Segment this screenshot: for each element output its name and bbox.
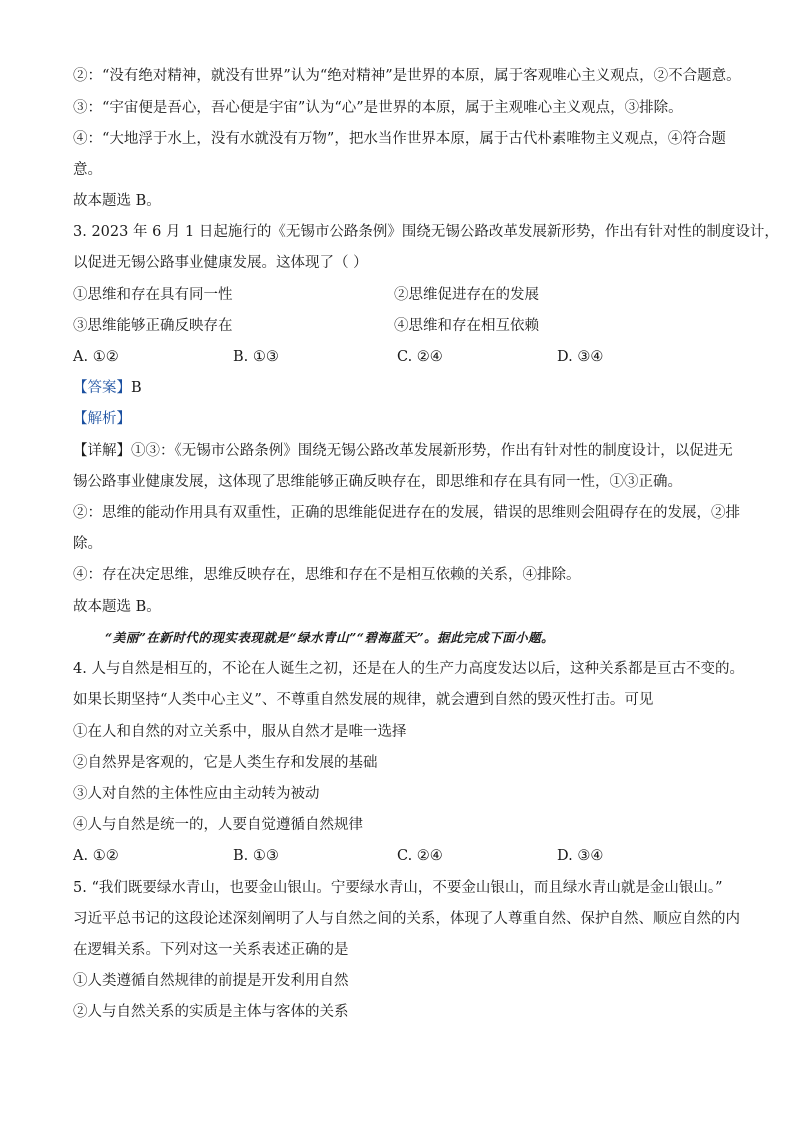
q3-answer-line xyxy=(73,378,734,398)
material-note: “美丽”在新时代的现实表现就是“绿水青山”“碧海蓝天”。据此完成下面小题。 xyxy=(105,630,555,645)
q3-choice-c: C. ②④ xyxy=(397,349,443,365)
q3-choice-b: B. ①③ xyxy=(233,349,279,365)
q5-statement-1: ①人类遵循自然规律的前提是开发利用自然 xyxy=(73,973,349,989)
q4-choice-d: D. ③④ xyxy=(557,848,604,864)
q3-statement-1: ①思维和存在具有同一性 xyxy=(73,287,233,303)
q4-stem-line-2: 如果长期坚持“人类中心主义”、不尊重自然发展的规律，就会遭到自然的毁灭性打击。可见 xyxy=(73,692,654,708)
analysis-line-2: ②：“没有绝对精神，就没有世界”认为“绝对精神”是世界的本原，属于客观唯心主义观点，②不合题意。 xyxy=(73,68,741,84)
detail-tag: 【详解】 xyxy=(73,443,131,459)
q5-statement-2: ②人与自然关系的实质是主体与客体的关系 xyxy=(73,1004,349,1020)
q5-stem-line-3: 在逻辑关系。下列对这一关系表述正确的是 xyxy=(73,942,349,958)
analysis-line-4: ④：“大地浮于水上，没有水就没有万物”，把水当作世界本原，属于古代朴素唯物主义观点，④符合题 xyxy=(73,131,726,147)
answer-value: B xyxy=(131,380,142,396)
q3-statement-4: ④思维和存在相互依赖 xyxy=(394,318,539,334)
conclusion-line: 故本题选 B。 xyxy=(73,193,161,209)
q5-stem-line-2: 习近平总书记的这段论述深刻阐明了人与自然之间的关系，体现了人尊重自然、保护自然、顺应自然的内 xyxy=(73,911,740,927)
q4-statement-4: ④人与自然是统一的，人要自觉遵循自然规律 xyxy=(73,817,363,833)
q4-choice-c: C. ②④ xyxy=(397,848,443,864)
q3-explain-line-2: 锡公路事业健康发展，这体现了思维能够正确反映存在，即思维和存在具有同一性，①③正确。 xyxy=(73,474,682,490)
q3-explain-line-4: 除。 xyxy=(73,536,102,552)
q3-analysis-tag: 【解析】 xyxy=(73,411,131,427)
q4-choice-a: A. ①② xyxy=(73,848,119,864)
q3-choice-a: A. ①② xyxy=(73,349,119,365)
q4-statement-3: ③人对自然的主体性应由主动转为被动 xyxy=(73,786,320,802)
q5-stem-line-1: 5. “我们既要绿水青山，也要金山银山。宁要绿水青山，不要金山银山，而且绿水青山就是金山银山。” xyxy=(73,880,723,896)
q3-explain-line-1: 【详解】①③：《无锡市公路条例》围绕无锡公路改革发展新形势，作出有针对性的制度设计，以促进无 xyxy=(73,443,733,459)
q3-explain-line-5: ④：存在决定思维，思维反映存在，思维和存在不是相互依赖的关系，④排除。 xyxy=(73,567,581,583)
q3-stem-line-1: 3. 2023 年 6 月 1 日起施行的《无锡市公路条例》围绕无锡公路改革发展新形势，作出有针对性的制度设计， xyxy=(73,224,779,240)
q4-stem-line-1: 4. 人与自然是相互的，不论在人诞生之初，还是在人的生产力高度发达以后，这种关系都是亘古不变的。 xyxy=(73,661,744,677)
q3-explain-line-6: 故本题选 B。 xyxy=(73,599,161,615)
analysis-line-3: ③：“宇宙便是吾心，吾心便是宇宙”认为“心”是世界的本原，属于主观唯心主义观点，③排除。 xyxy=(73,100,683,116)
analysis-line-4-cont: 意。 xyxy=(73,162,102,178)
q3-choice-d: D. ③④ xyxy=(557,349,604,365)
q3-explain-line-3: ②：思维的能动作用具有双重性，正确的思维能促进存在的发展，错误的思维则会阻碍存在的发展，②排 xyxy=(73,505,740,521)
answer-tag: 【答案】 xyxy=(73,380,131,396)
q3-stem-line-2: 以促进无锡公路事业健康发展。这体现了（ ） xyxy=(73,255,368,271)
q4-choice-b: B. ①③ xyxy=(233,848,279,864)
q4-statement-1: ①在人和自然的对立关系中，服从自然才是唯一选择 xyxy=(73,724,407,740)
q3-statement-2: ②思维促进存在的发展 xyxy=(394,287,539,303)
q3-statement-3: ③思维能够正确反映存在 xyxy=(73,318,233,334)
q4-statement-2: ②自然界是客观的，它是人类生存和发展的基础 xyxy=(73,755,378,771)
